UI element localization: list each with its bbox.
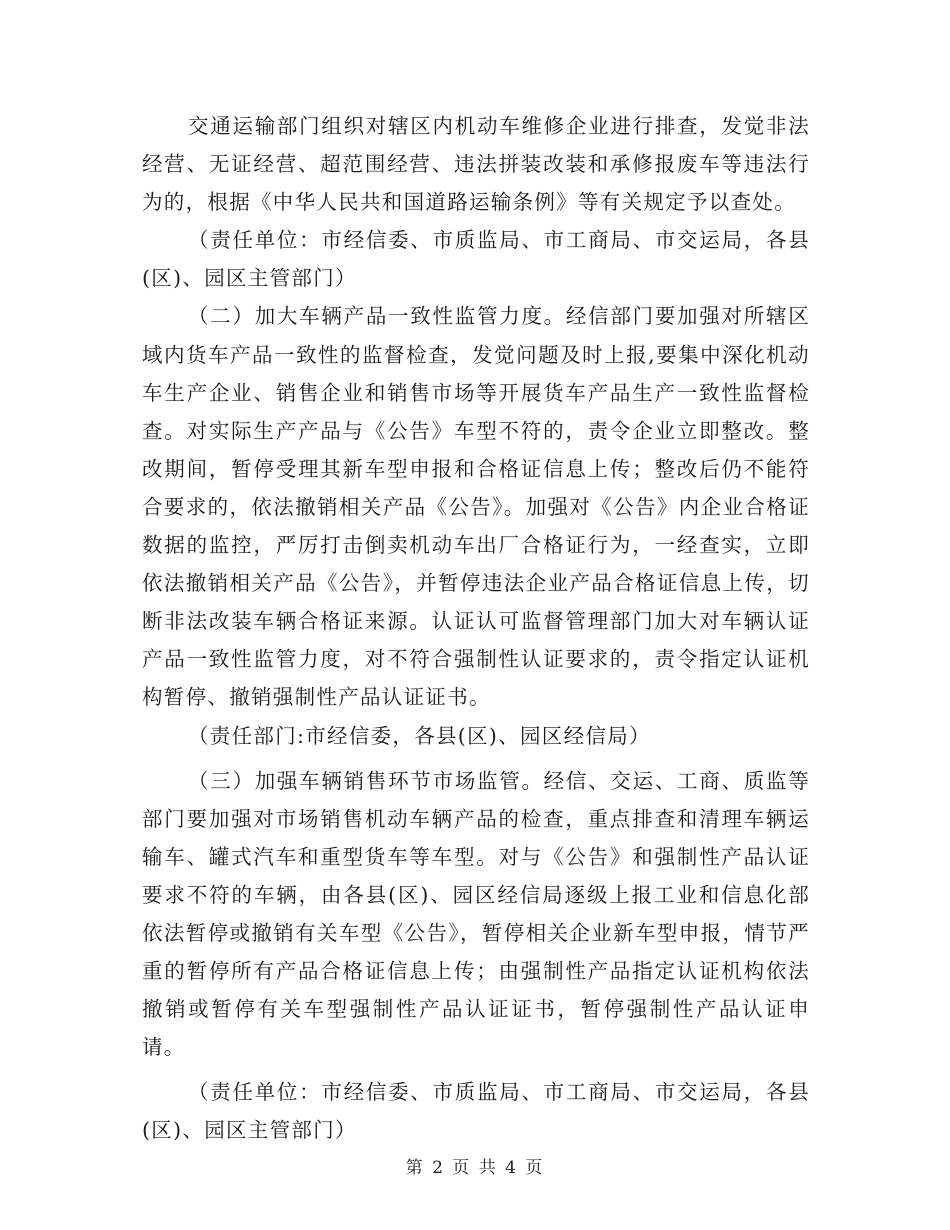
paragraph-responsible-units-2: （责任单位：市经信委、市质监局、市工商局、市交运局，各县(区)、园区主管部门）: [142, 1080, 810, 1143]
page-number-footer: 第 2 页 共 4 页: [405, 1158, 545, 1178]
paragraph-product-consistency: （二）加大车辆产品一致性监管力度。经信部门要加强对所辖区域内货车产品一致性的监督检查，发觉问题及时上报,要集中深化机动车生产企业、销售企业和销售市场等开展货车产品生产一致性监督检查。对实际生产产品与《公告》车型不符的，责令企业立即整改。整改期间，暂停受理其新车型申报和合格证信息上传；整改后仍不能符合要求的，依法撤销相关产品《公告》。加强对《公告》内企业合格证数据的监控，严厉打击倒卖机动车出厂合格证行为，一经查实，立即依法撤销相关产品《公告》，并暂停违法企业产品合格证信息上传，切断非法改装车辆合格证来源。认证认可监督管理部门加大对车辆认证产品一致性监管力度，对不符合强制性认证要求的，责令指定认证机构暂停、撤销强制性产品认证证书。: [142, 304, 810, 710]
paragraph-sales-supervision: （三）加强车辆销售环节市场监管。经信、交运、工商、质监等部门要加强对市场销售机动车辆产品的检查，重点排查和清理车辆运输车、罐式汽车和重型货车等车型。对与《公告》和强制性产品认证要求不符的车辆，由各县(区)、园区经信局逐级上报工业和信息化部依法暂停或撤销有关车型《公告》，暂停相关企业新车型申报，情节严重的暂停所有产品合格证信息上传；由强制性产品指定认证机构依法撤销或暂停有关车型强制性产品认证证书，暂停强制性产品认证申请。: [142, 768, 810, 1060]
paragraph-responsible-units-1: （责任单位：市经信委、市质监局、市工商局、市交运局，各县(区)、园区主管部门）: [142, 228, 810, 291]
paragraph-responsible-departments: （责任部门:市经信委，各县(区)、园区经信局）: [188, 723, 651, 748]
document-body: [142, 107, 810, 1150]
paragraph-road-transport-inspection: 交通运输部门组织对辖区内机动车维修企业进行排查，发觉非法经营、无证经营、超范围经营、违法拼装改装和承修报废车等违法行为的，根据《中华人民共和国道路运输条例》等有关规定予以查处。: [142, 114, 810, 215]
